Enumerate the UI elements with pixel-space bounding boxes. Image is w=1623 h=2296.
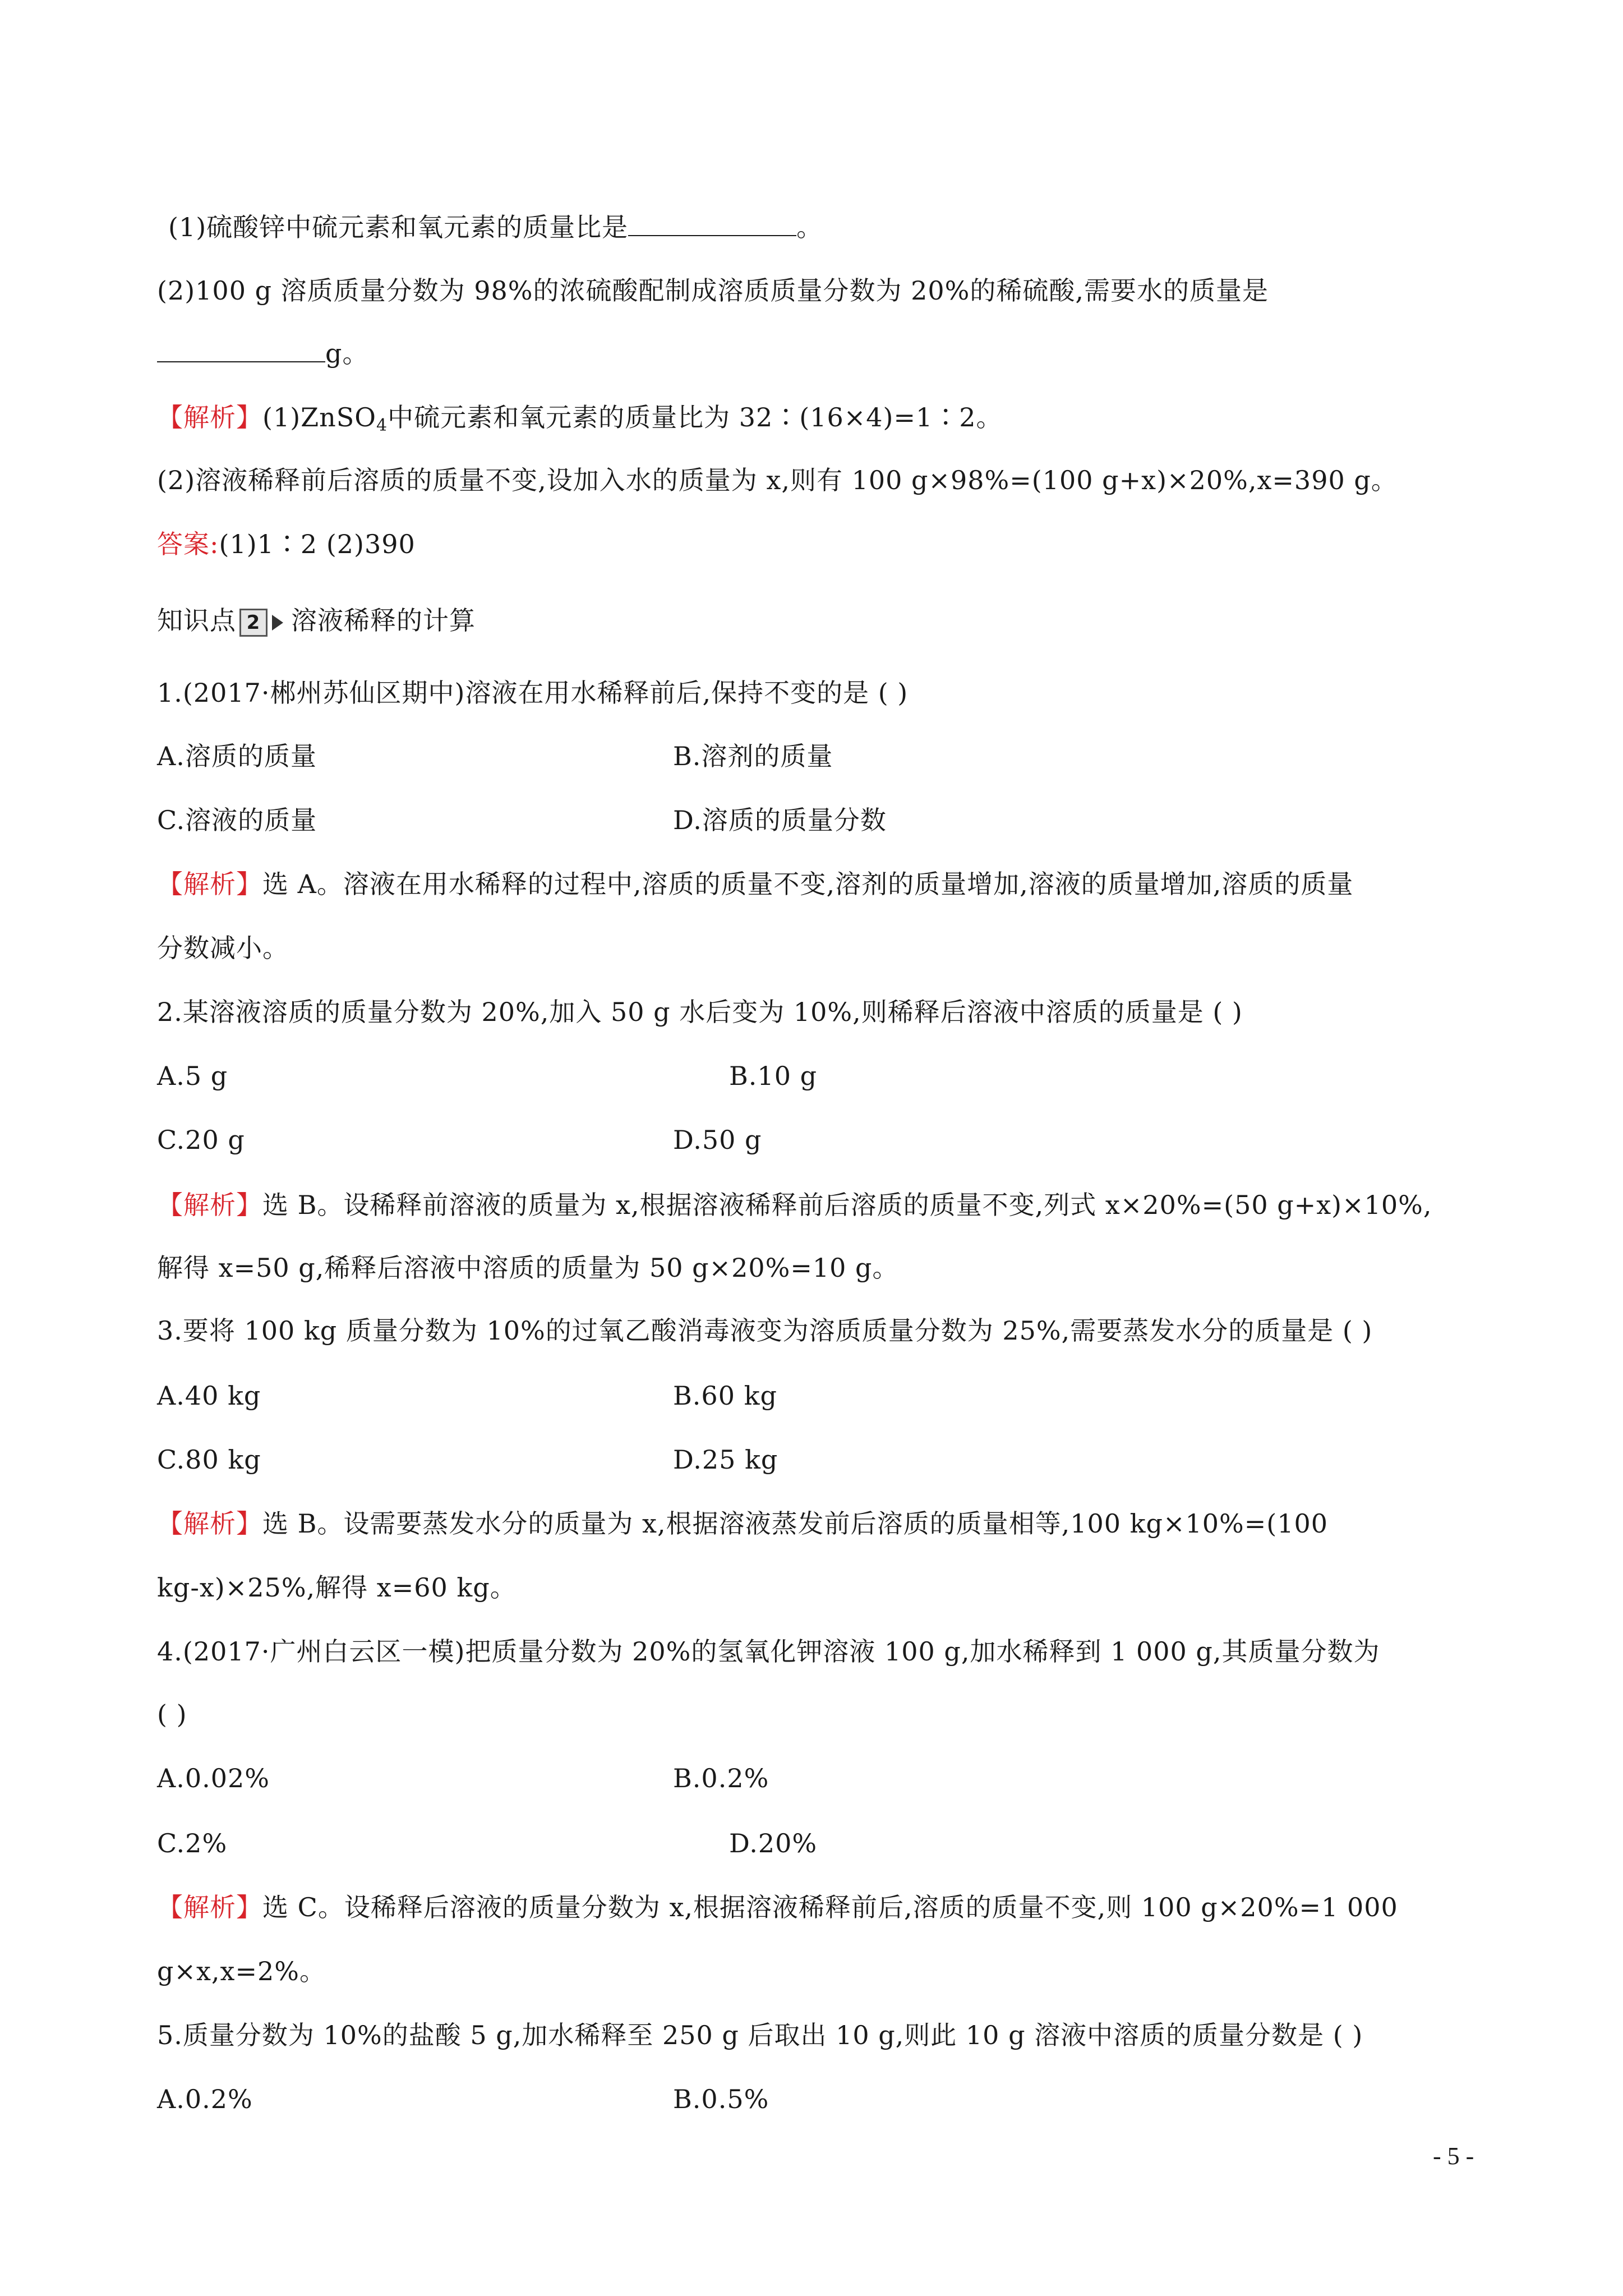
question-3-option-b: B.60 kg <box>673 1381 777 1411</box>
question-1-option-b: B.溶剂的质量 <box>673 741 833 771</box>
question-2-jiexi-cont: 解得 x=50 g,稀释后溶液中溶质的质量为 50 g×20%=10 g。 <box>157 1253 899 1283</box>
question-2-option-c: C.20 g <box>157 1125 245 1155</box>
jiexi-tag: 【解析】 <box>157 402 262 432</box>
intro-q2: (2)100 g 溶质质量分数为 98%的浓硫酸配制成溶质质量分数为 20%的稀硫酸,需要水的质量是 <box>157 275 1269 306</box>
question-4-jiexi: 【解析】选 C。设稀释后溶液的质量分数为 x,根据溶液稀释前后,溶质的质量不变,则 100 g×20%=1 000 <box>157 1892 1398 1922</box>
answer-label: 答案: <box>157 529 219 559</box>
page-number: - 5 - <box>1433 2142 1474 2170</box>
question-1-option-d: D.溶质的质量分数 <box>673 805 887 835</box>
triangle-arrow-icon <box>272 615 283 631</box>
question-4-option-d: D.20% <box>729 1828 818 1858</box>
section-header: 知识点 2 溶液稀释的计算 <box>157 605 476 636</box>
answer-blank <box>157 337 325 362</box>
question-3-jiexi-cont: kg-x)×25%,解得 x=60 kg。 <box>157 1572 517 1603</box>
question-4-stem-cont: ( ) <box>157 1699 187 1729</box>
intro-jiexi-2: (2)溶液稀释前后溶质的质量不变,设加入水的质量为 x,则有 100 g×98%=(100 g+x)×20%,x=390 g。 <box>157 465 1398 495</box>
intro-answer: 答案:(1)1∶2 (2)390 <box>157 529 416 559</box>
question-1-jiexi-cont: 分数减小。 <box>157 933 289 963</box>
intro-q2-cont: g。 <box>157 337 368 370</box>
question-2-jiexi: 【解析】选 B。设稀释前溶液的质量为 x,根据溶液稀释前后溶质的质量不变,列式 x×20%=(50 g+x)×10%, <box>157 1190 1432 1220</box>
question-3-jiexi: 【解析】选 B。设需要蒸发水分的质量为 x,根据溶液蒸发前后溶质的质量相等,100 kg×10%=(100 <box>157 1508 1329 1539</box>
question-4-option-a: A.0.02% <box>157 1763 270 1793</box>
question-2-option-a: A.5 g <box>157 1061 228 1091</box>
question-5-stem: 5.质量分数为 10%的盐酸 5 g,加水稀释至 250 g 后取出 10 g,则此 10 g 溶液中溶质的质量分数是 ( ) <box>157 2020 1363 2050</box>
question-4-jiexi-cont: g×x,x=2%。 <box>157 1956 326 1986</box>
jiexi-tag: 【解析】 <box>157 869 262 899</box>
question-3-option-c: C.80 kg <box>157 1444 261 1475</box>
question-5-option-b: B.0.5% <box>673 2084 769 2114</box>
question-3-option-d: D.25 kg <box>673 1444 778 1475</box>
question-2-option-b: B.10 g <box>729 1061 818 1091</box>
jiexi-tag: 【解析】 <box>157 1508 262 1539</box>
question-1-stem: 1.(2017·郴州苏仙区期中)溶液在用水稀释前后,保持不变的是 ( ) <box>157 678 909 708</box>
question-5-option-a: A.0.2% <box>157 2084 253 2114</box>
question-4-stem: 4.(2017·广州白云区一模)把质量分数为 20%的氢氧化钾溶液 100 g,加水稀释到 1 000 g,其质量分数为 <box>157 1636 1380 1667</box>
answer-blank <box>628 210 796 236</box>
question-4-option-c: C.2% <box>157 1828 228 1858</box>
question-1-jiexi: 【解析】选 A。溶液在用水稀释的过程中,溶质的质量不变,溶剂的质量增加,溶液的质量增加,溶质的质量 <box>157 869 1354 899</box>
section-number-badge: 2 <box>239 609 268 637</box>
question-3-stem: 3.要将 100 kg 质量分数为 10%的过氧乙酸消毒液变为溶质质量分数为 25%,需要蒸发水分的质量是 ( ) <box>157 1315 1373 1346</box>
question-2-option-d: D.50 g <box>673 1125 762 1155</box>
intro-jiexi-1: 【解析】(1)ZnSO$_4$中硫元素和氧元素的质量比为 32∶(16×4)=1∶2。 <box>157 402 1003 435</box>
intro-q1: (1)硫酸锌中硫元素和氧元素的质量比是 。 <box>168 210 823 244</box>
question-1-option-a: A.溶质的质量 <box>157 741 317 771</box>
question-2-stem: 2.某溶液溶质的质量分数为 20%,加入 50 g 水后变为 10%,则稀释后溶液中溶质的质量是 ( ) <box>157 997 1243 1027</box>
question-3-option-a: A.40 kg <box>157 1381 261 1411</box>
question-4-option-b: B.0.2% <box>673 1763 769 1793</box>
jiexi-tag: 【解析】 <box>157 1892 262 1922</box>
question-1-option-c: C.溶液的质量 <box>157 805 317 835</box>
jiexi-tag: 【解析】 <box>157 1190 262 1220</box>
